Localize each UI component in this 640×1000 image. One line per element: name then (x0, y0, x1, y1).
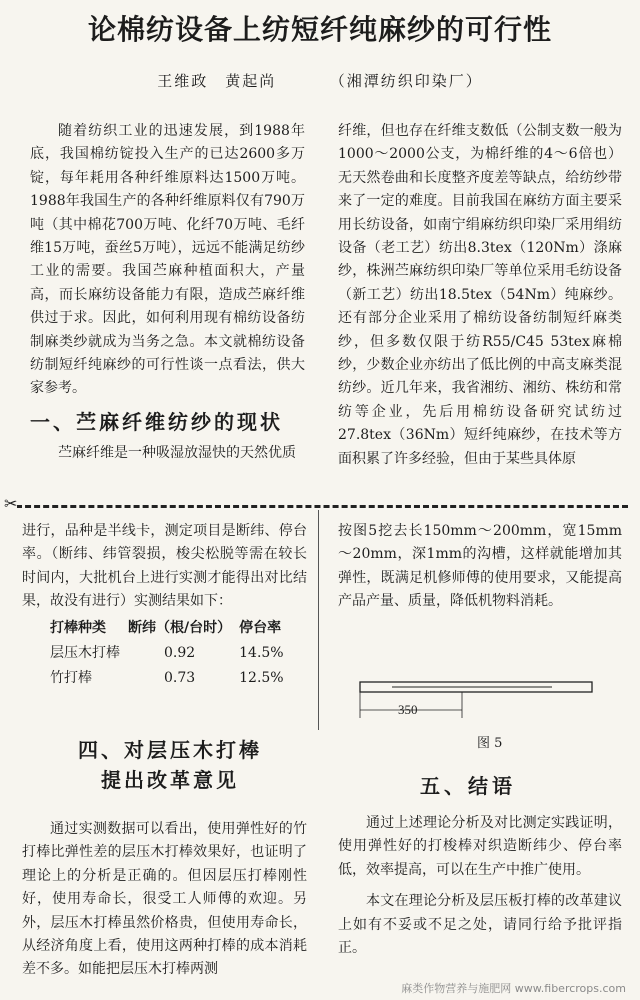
article-title: 论棉纺设备上纺短纤纯麻纱的可行性 (87, 13, 552, 46)
affiliation: （湘潭纺织印染厂） (329, 72, 483, 90)
section4-heading-line2: 提出改革意见 (101, 768, 239, 792)
section4-body (22, 818, 307, 982)
site-watermark: 麻类作物营养与施肥网 www.fibercrops.com (401, 982, 626, 995)
table-cell: 竹打棒 (50, 670, 92, 687)
table-header: 断纬（根/台时） (128, 619, 232, 636)
table-header: 打棒种类 (50, 619, 106, 636)
authors: 王维政 黄起尚 (157, 72, 277, 90)
table-cell: 14.5% (239, 645, 284, 662)
table-cell: 12.5% (239, 670, 284, 687)
scissors-icon: ✂ (4, 494, 18, 513)
lower-right-column (338, 520, 622, 614)
column-divider (318, 510, 319, 730)
continuation-paragraph: 纤维，但也存在纤维支数低（公制支数一般为1000～2000公支，为棉纤维的4～6倍也）无天然卷曲和长度整齐度差等缺点，给纺纱带来了一定的难度。目前我国在麻纺方面主要采用长纺设备，如南宁绢麻纺织印染厂采用绢纺设备（老工艺）纺出8.3tex（120Nm）涤麻纱，株洲苎麻纺织印染厂等单位采用毛纺设备（新工艺）纺出18.5tex（54Nm）纯麻纱。还有部分企业采用了棉纺设备纺制短纤麻类纱，但多数仅限于纺R55/C45 53tex麻棉纱，少数企业亦纺出了低比例的中高支麻类混纺纱。近几年来，我省湘纺、湘纺、株纺和常纺等企业，先后用棉纺设备研究试纺过27.8tex（36Nm）短纤纯麻纱，在技术等方面积累了许多经验，但由于某些具体原 (338, 123, 622, 467)
table-cell: 0.92 (163, 645, 196, 662)
table-row (46, 666, 288, 691)
section4-heading (60, 735, 280, 795)
upper-left-column (30, 120, 305, 466)
table-header-row (46, 616, 288, 641)
section4-paragraph: 通过实测数据可以看出，使用弹性好的竹打棒比弹性差的层压木打棒效果好，也证明了理论上的分析是正确的。但因层压打棒刚性好，使用寿命长，很受工人师傅的欢迎。另外，层压木打棒虽然价格贵，但使用寿命长，从经济角度上看，使用这两种打棒的成本消耗差不多。如能把层压木打棒两测 (22, 821, 307, 978)
figure-caption: 图 5 (477, 736, 503, 751)
table-header: 停台率 (239, 619, 282, 636)
closing-paragraph: 本文在理论分析及层压板打棒的改革建议上如有不妥或不足之处，请同行给予批评指正。 (338, 893, 622, 957)
section5-heading: 五、结语 (420, 774, 516, 798)
results-table (46, 616, 288, 692)
lower-left-column (22, 520, 307, 692)
conclusion-block (338, 812, 622, 960)
table-cell: 层压木打棒 (50, 645, 120, 662)
figure-5-diagram (352, 668, 602, 728)
section1-heading: 一、苎麻纤维纺纱的现状 (30, 409, 283, 434)
byline (0, 70, 640, 91)
measurement-paragraph: 进行，品种是半线卡，测定项目是断纬、停台率。（断纬、纬管裂损，梭尖松脱等需在较长时间内，大批机台上进行实测才能得出对比结果，故没有进行）实测结果如下： (22, 523, 307, 610)
groove-paragraph: 按图5挖去长150mm～200mm，宽15mm～20mm，深1mm的沟槽，这样就能增加其弹性，既满足机修师傅的使用要求，又能提高产品产量、质量，降低机物料消耗。 (338, 523, 622, 610)
conclusion-paragraph: 通过上述理论分析及对比测定实践证明，使用弹性好的打梭棒对织造断纬少、停台率低，效率提高，可以在生产中推广使用。 (338, 815, 622, 878)
intro-paragraph: 随着纺织工业的迅速发展，到1988年底，我国棉纺锭投入生产的已达2600多万锭，每年耗用各种纤维原料达1500万吨。1988年我国生产的各种纤维原料仅有790万吨（其中棉花700万吨、化纤70万吨、毛纤维15万吨，蚕丝5万吨），远远不能满足纺纱工业的需要。我国苎麻种植面积大，产量高，而长麻纺设备能力有限，造成苎麻纤维供过于求。因此，如何利用现有棉纺设备纺制麻类纱就成为当务之急。本文就棉纺设备纺制短纤纯麻纱的可行性谈一点看法，供大家参考。 (30, 123, 305, 397)
section4-heading-line1: 四、对层压木打棒 (78, 738, 262, 762)
table-row (46, 641, 288, 666)
section1-paragraph: 苎麻纤维是一种吸湿放湿快的天然优质 (58, 445, 296, 462)
dimension-label: 350 (398, 702, 418, 717)
page-cut-line (16, 505, 628, 508)
upper-right-column (338, 120, 622, 471)
table-cell: 0.73 (163, 670, 196, 687)
